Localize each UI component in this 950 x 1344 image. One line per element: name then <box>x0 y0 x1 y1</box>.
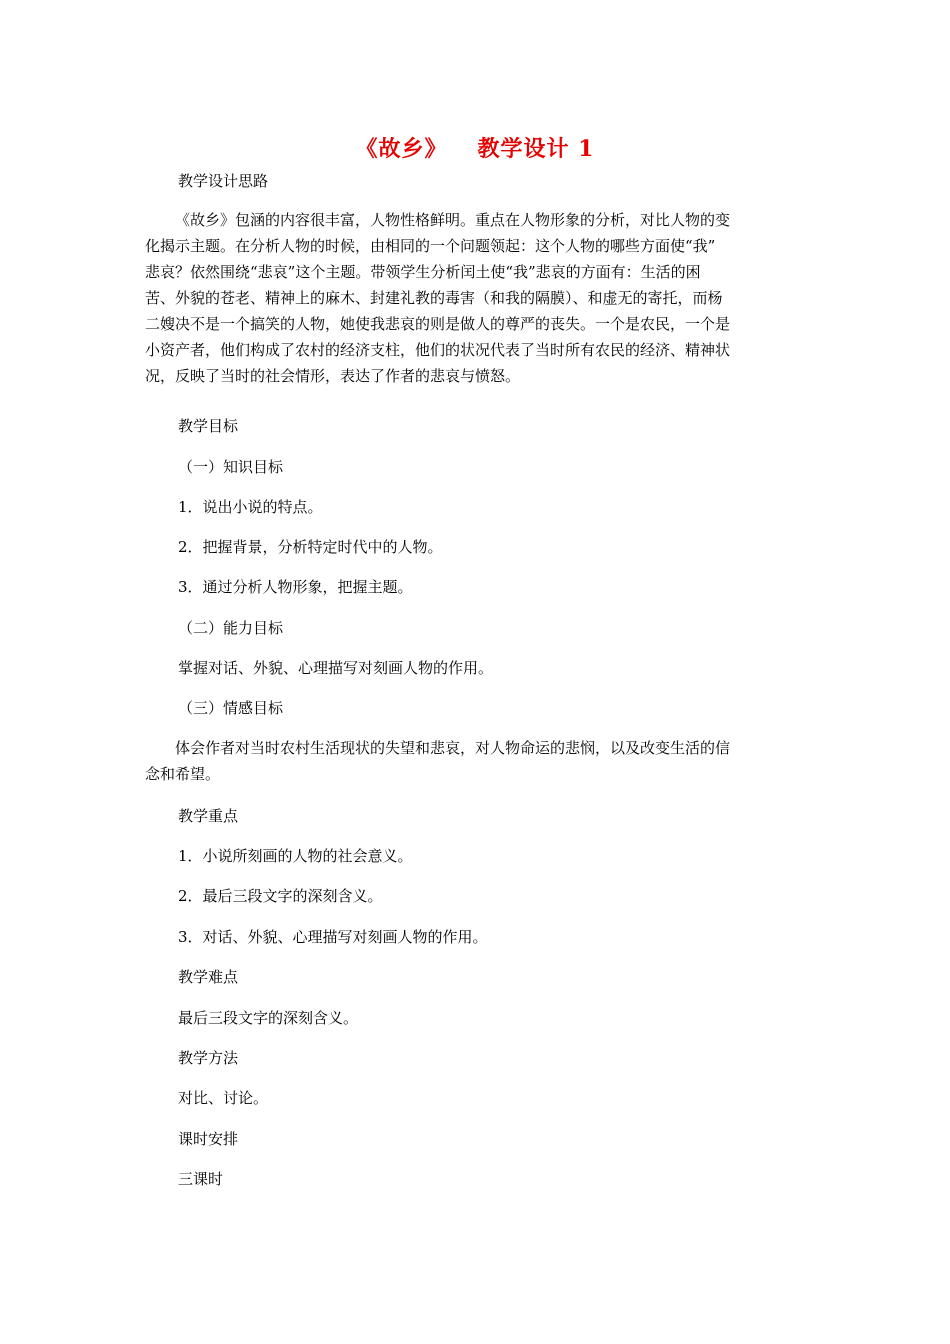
paragraph-line: 二嫂决不是一个搞笑的人物，她使我悲哀的则是做人的尊严的丧失。一个是农民，一个是 <box>145 315 731 333</box>
method-text: 对比、讨论。 <box>178 1089 269 1107</box>
key-point-item: 2．最后三段文字的深刻含义。 <box>178 887 383 905</box>
difficulty-text: 最后三段文字的深刻含义。 <box>178 1009 359 1027</box>
document-title <box>0 132 950 163</box>
design-idea-heading: 教学设计思路 <box>178 172 269 190</box>
schedule-heading: 课时安排 <box>178 1130 239 1148</box>
emotion-goals-heading: （三）情感目标 <box>178 699 284 717</box>
difficulty-heading: 教学难点 <box>178 968 239 986</box>
knowledge-item: 2．把握背景，分析特定时代中的人物。 <box>178 538 443 556</box>
emotion-goals-paragraph <box>145 735 800 787</box>
title-part-1: 《故乡》 <box>355 136 448 162</box>
title-part-2: 教学设计 1 <box>477 136 595 162</box>
paragraph-line: 苦、外貌的苍老、精神上的麻木、封建礼教的毒害（和我的隔膜）、和虚无的寄托，而杨 <box>145 289 723 307</box>
key-point-item: 3．对话、外貌、心理描写对刻画人物的作用。 <box>178 928 488 946</box>
ability-goals-text: 掌握对话、外貌、心理描写对刻画人物的作用。 <box>178 659 494 677</box>
paragraph-line: 悲哀？依然围绕“悲哀”这个主题。带领学生分析闰土使“我”悲哀的方面有：生活的困 <box>145 263 701 281</box>
paragraph-line: 况，反映了当时的社会情形，表达了作者的悲哀与愤怒。 <box>145 367 521 385</box>
knowledge-goals-heading: （一）知识目标 <box>178 458 284 476</box>
ability-goals-heading: （二）能力目标 <box>178 619 284 637</box>
paragraph-line: 念和希望。 <box>145 765 221 783</box>
knowledge-item: 3．通过分析人物形象，把握主题。 <box>178 578 413 596</box>
knowledge-item: 1．说出小说的特点。 <box>178 498 323 516</box>
key-point-item: 1．小说所刻画的人物的社会意义。 <box>178 847 413 865</box>
key-points-heading: 教学重点 <box>178 807 239 825</box>
paragraph-line: 小资产者，他们构成了农村的经济支柱，他们的状况代表了当时所有农民的经济、精神状 <box>145 341 731 359</box>
paragraph-line: 体会作者对当时农村生活现状的失望和悲哀，对人物命运的悲悯，以及改变生活的信 <box>175 739 731 757</box>
paragraph-line: 《故乡》包涵的内容很丰富，人物性格鲜明。重点在人物形象的分析，对比人物的变 <box>175 211 731 229</box>
method-heading: 教学方法 <box>178 1049 239 1067</box>
paragraph-line: 化揭示主题。在分析人物的时候，由相同的一个问题领起：这个人物的哪些方面使“我” <box>145 237 716 255</box>
schedule-text: 三课时 <box>178 1170 224 1188</box>
design-idea-paragraph <box>145 207 800 389</box>
goals-heading: 教学目标 <box>178 417 239 435</box>
